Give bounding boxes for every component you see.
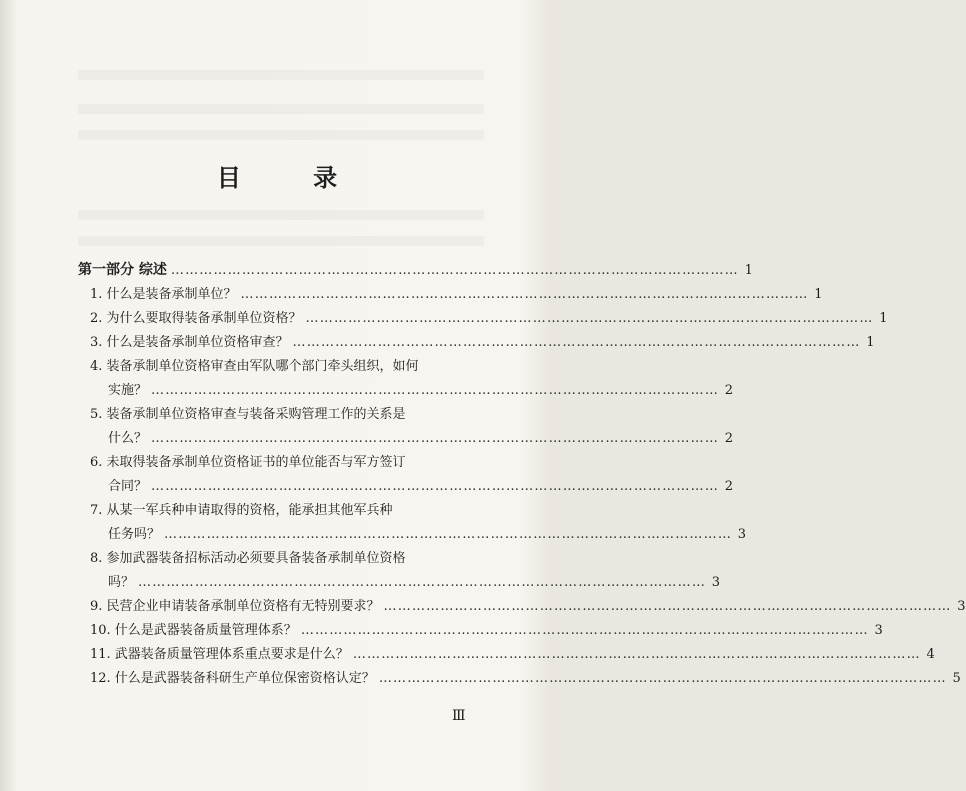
leader-dots: ………………………………………………………………………………………………………… bbox=[383, 599, 952, 614]
leader-dots: ………………………………………………………………………………………………………… bbox=[300, 623, 869, 638]
toc-item-12[interactable] bbox=[78, 671, 961, 687]
toc-item-4[interactable] bbox=[78, 359, 734, 399]
toc-item-1[interactable] bbox=[78, 287, 823, 303]
part-label: 第一部分 综述 bbox=[78, 262, 167, 278]
toc-item-7[interactable] bbox=[78, 503, 747, 543]
leader-dots: ………………………………………………………………………………………………………… bbox=[170, 263, 739, 278]
item-label-continued: 吗？ bbox=[108, 575, 135, 590]
page-number: 1 bbox=[866, 335, 875, 350]
item-label-continued: 实施？ bbox=[108, 383, 148, 398]
toc-item-5[interactable] bbox=[78, 407, 734, 447]
item-label: 9. 民营企业申请装备承制单位资格有无特别要求？ bbox=[90, 599, 380, 614]
item-label: 10. 什么是武器装备质量管理体系？ bbox=[90, 623, 297, 638]
page-number: 3 bbox=[711, 575, 721, 590]
leader-dots: ………………………………………………………………………………………………………… bbox=[164, 527, 733, 542]
page-number: 4 bbox=[926, 647, 935, 662]
show-through-line bbox=[78, 236, 484, 246]
toc-item-6[interactable] bbox=[78, 455, 734, 495]
page-number: 1 bbox=[879, 311, 888, 326]
show-through-line bbox=[78, 210, 484, 220]
leader-dots: ………………………………………………………………………………………………………… bbox=[352, 647, 921, 662]
leader-dots: ………………………………………………………………………………………………………… bbox=[151, 431, 720, 446]
item-label: 6. 未取得装备承制单位资格证书的单位能否与军方签订 bbox=[90, 455, 406, 470]
item-label: 12. 什么是武器装备科研生产单位保密资格认定？ bbox=[90, 671, 375, 686]
page-number: 1 bbox=[814, 287, 823, 302]
item-label-continued: 合同？ bbox=[108, 479, 148, 494]
toc-item-10[interactable] bbox=[78, 623, 883, 639]
toc-item-9[interactable] bbox=[78, 599, 966, 615]
toc-item-8[interactable] bbox=[78, 551, 721, 591]
leader-dots: ………………………………………………………………………………………………………… bbox=[151, 383, 720, 398]
leader-dots: ………………………………………………………………………………………………………… bbox=[240, 287, 809, 302]
item-label: 8. 参加武器装备招标活动必须要具备装备承制单位资格 bbox=[90, 551, 406, 566]
page-folio: Ⅲ bbox=[452, 708, 465, 724]
toc-item-2[interactable] bbox=[78, 311, 888, 327]
page-title: 目 录 bbox=[216, 163, 370, 192]
item-label: 5. 装备承制单位资格审查与装备采购管理工作的关系是 bbox=[90, 407, 406, 422]
table-of-contents bbox=[78, 262, 966, 695]
item-label: 4. 装备承制单位资格审查由军队哪个部门牵头组织，如何 bbox=[90, 359, 419, 374]
show-through-line bbox=[78, 70, 484, 80]
toc-item-3[interactable] bbox=[78, 335, 875, 351]
item-label-continued: 任务吗？ bbox=[108, 527, 161, 542]
page-number: 2 bbox=[724, 383, 734, 398]
show-through-line bbox=[78, 130, 484, 140]
item-label: 1. 什么是装备承制单位？ bbox=[90, 287, 237, 302]
toc-item-11[interactable] bbox=[78, 647, 935, 663]
item-label: 3. 什么是装备承制单位资格审查？ bbox=[90, 335, 289, 350]
page-number: 1 bbox=[744, 263, 753, 278]
leader-dots: ………………………………………………………………………………………………………… bbox=[292, 335, 861, 350]
show-through-line bbox=[78, 104, 484, 114]
page-number: 3 bbox=[957, 599, 966, 614]
item-label: 11. 武器装备质量管理体系重点要求是什么？ bbox=[90, 647, 349, 662]
page-number: 3 bbox=[874, 623, 883, 638]
page-number: 2 bbox=[724, 479, 734, 494]
item-label-continued: 什么？ bbox=[108, 431, 148, 446]
page-number: 5 bbox=[952, 671, 961, 686]
page-number: 3 bbox=[737, 527, 747, 542]
item-label: 2. 为什么要取得装备承制单位资格？ bbox=[90, 311, 302, 326]
page-number: 2 bbox=[724, 431, 734, 446]
toc-part-1[interactable] bbox=[78, 262, 753, 279]
leader-dots: ………………………………………………………………………………………………………… bbox=[151, 479, 720, 494]
leader-dots: ………………………………………………………………………………………………………… bbox=[138, 575, 707, 590]
leader-dots: ………………………………………………………………………………………………………… bbox=[378, 671, 947, 686]
leader-dots: ………………………………………………………………………………………………………… bbox=[305, 311, 874, 326]
item-label: 7. 从某一军兵种申请取得的资格，能承担其他军兵种 bbox=[90, 503, 393, 518]
